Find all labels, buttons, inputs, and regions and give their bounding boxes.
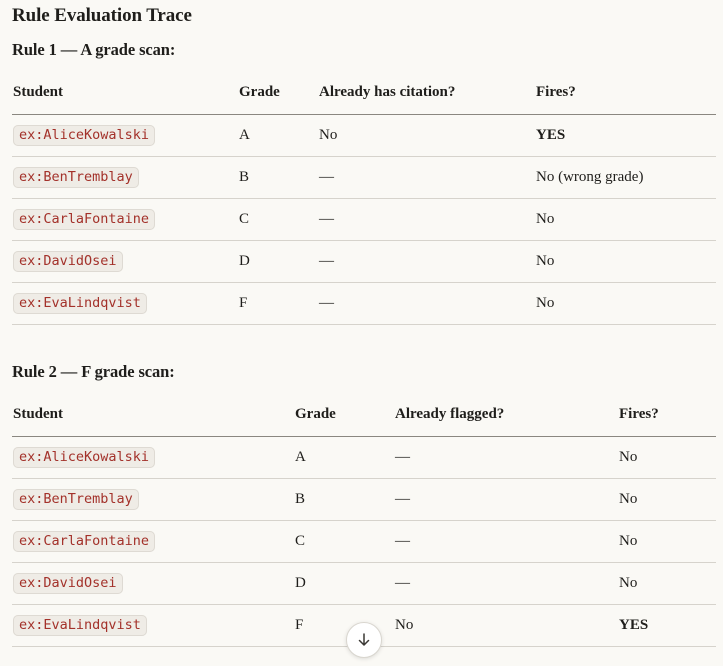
grade-cell: A [238,115,318,157]
student-cell [12,283,238,325]
column-header-fires: Fires? [535,71,716,115]
rule2-rows [12,437,716,647]
grade-cell: A [294,437,394,479]
student-cell [12,521,294,563]
student-id: ex:AliceKowalski [13,447,155,468]
rule2-title: Rule 2 — F grade scan: [12,362,175,381]
table-row [12,479,716,521]
check-cell: — [318,283,535,325]
student-cell [12,241,238,283]
fires-cell: No [618,521,716,563]
fires-cell: No [535,199,716,241]
rule1-rows [12,115,716,325]
rule1-table [12,71,716,325]
fires-cell: No [535,283,716,325]
student-id: ex:DavidOsei [13,573,123,594]
page-title: Rule Evaluation Trace [12,5,192,26]
table-row [12,115,716,157]
check-cell: — [394,437,618,479]
column-header-check: Already has citation? [318,71,535,115]
student-id: ex:AliceKowalski [13,125,155,146]
table-row [12,563,716,605]
scroll-down-button[interactable] [346,622,382,658]
check-cell: — [394,563,618,605]
check-cell: No [394,605,618,647]
student-id: ex:CarlaFontaine [13,531,155,552]
grade-cell: C [294,521,394,563]
rule2-table [12,393,716,647]
student-cell [12,157,238,199]
fires-cell: YES [618,605,716,647]
column-header-grade: Grade [238,71,318,115]
student-cell [12,437,294,479]
grade-cell: C [238,199,318,241]
column-header-check: Already flagged? [394,393,618,437]
table-row [12,283,716,325]
student-id: ex:DavidOsei [13,251,123,272]
student-cell [12,479,294,521]
fires-cell: No [618,479,716,521]
table-header-row [12,71,716,115]
check-cell: — [318,199,535,241]
table-row [12,157,716,199]
fires-cell: No [535,241,716,283]
check-cell: — [394,521,618,563]
fires-cell: No [618,563,716,605]
student-id: ex:BenTremblay [13,167,139,188]
column-header-student: Student [12,71,238,115]
student-id: ex:EvaLindqvist [13,293,147,314]
student-cell [12,563,294,605]
student-id: ex:CarlaFontaine [13,209,155,230]
grade-cell: D [238,241,318,283]
table-header-row [12,393,716,437]
grade-cell: B [294,479,394,521]
check-cell: — [318,157,535,199]
grade-cell: D [294,563,394,605]
rule1-title: Rule 1 — A grade scan: [12,40,176,59]
student-id: ex:EvaLindqvist [13,615,147,636]
student-cell [12,199,238,241]
grade-cell: F [294,605,394,647]
grade-cell: F [238,283,318,325]
check-cell: — [318,241,535,283]
table-row [12,241,716,283]
fires-cell: No [618,437,716,479]
grade-cell: B [238,157,318,199]
check-cell: — [394,479,618,521]
fires-cell: YES [535,115,716,157]
fires-cell: No (wrong grade) [535,157,716,199]
table-row [12,437,716,479]
student-cell [12,605,294,647]
column-header-student: Student [12,393,294,437]
column-header-fires: Fires? [618,393,716,437]
check-cell: No [318,115,535,157]
student-id: ex:BenTremblay [13,489,139,510]
table-row [12,521,716,563]
table-row [12,199,716,241]
column-header-grade: Grade [294,393,394,437]
arrow-down-icon [356,632,372,648]
student-cell [12,115,238,157]
